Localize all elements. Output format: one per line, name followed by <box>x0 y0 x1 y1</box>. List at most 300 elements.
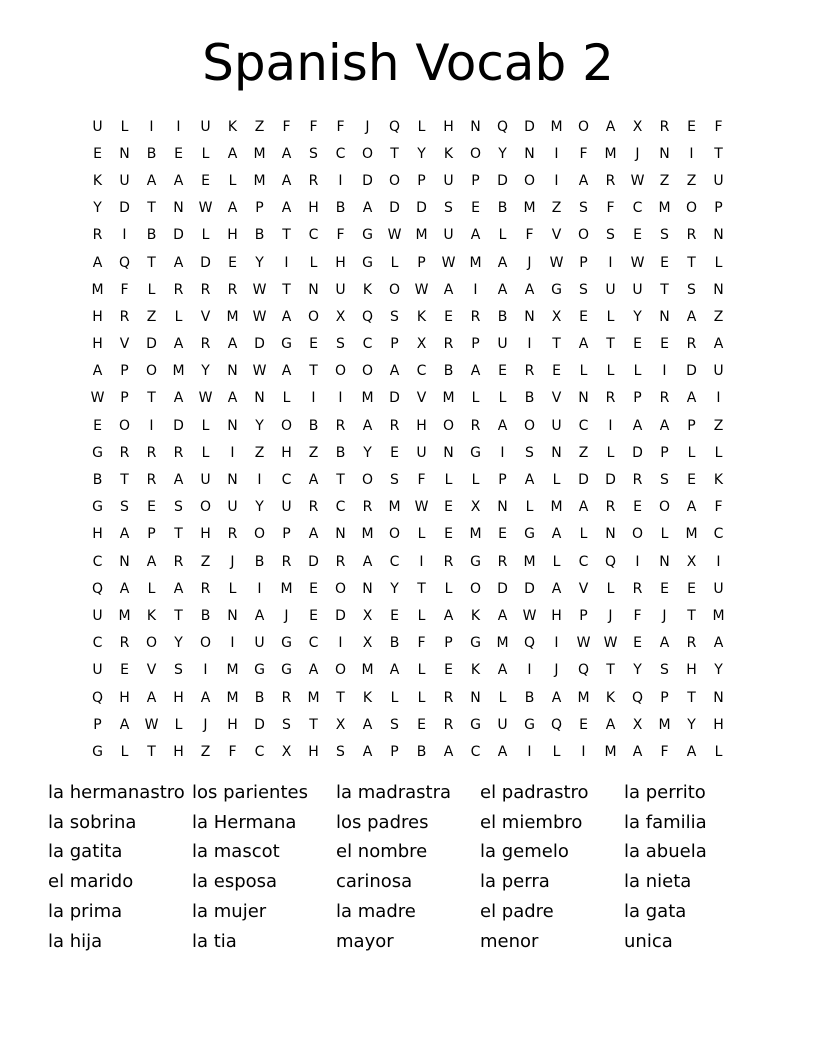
grid-letter: J <box>284 607 289 624</box>
word-list-item: la familia <box>624 811 707 833</box>
grid-letter: E <box>660 580 669 597</box>
grid-letter: U <box>416 444 427 461</box>
grid-letter: O <box>469 580 482 597</box>
grid-letter: M <box>712 607 725 624</box>
grid-letter: H <box>200 526 211 543</box>
grid-letter: D <box>578 472 589 489</box>
grid-letter: U <box>254 635 265 652</box>
grid-letter: A <box>119 716 130 733</box>
grid-letter: B <box>389 635 400 652</box>
grid-letter: I <box>662 363 667 380</box>
grid-letter: A <box>578 499 589 516</box>
grid-letter: R <box>524 363 535 380</box>
grid-letter: T <box>147 743 156 760</box>
grid-letter: F <box>120 281 129 298</box>
grid-letter: P <box>633 390 642 407</box>
grid-letter: A <box>119 526 130 543</box>
grid-letter: A <box>173 390 184 407</box>
grid-letter: O <box>577 227 590 244</box>
grid-letter: E <box>444 526 453 543</box>
grid-letter: E <box>417 716 426 733</box>
grid-letter: A <box>146 689 157 706</box>
grid-letter: X <box>335 716 346 733</box>
grid-letter: X <box>281 743 292 760</box>
grid-letter: L <box>201 444 210 461</box>
grid-letter: L <box>579 363 588 380</box>
grid-letter: O <box>199 635 212 652</box>
grid-letter: S <box>174 662 183 679</box>
grid-letter: G <box>92 743 103 760</box>
grid-letter: T <box>282 227 291 244</box>
grid-letter: K <box>416 308 427 325</box>
grid-letter: U <box>497 716 508 733</box>
grid-letter: P <box>282 526 291 543</box>
grid-letter: M <box>523 200 536 217</box>
grid-letter: O <box>442 417 455 434</box>
grid-letter: X <box>551 308 562 325</box>
grid-letter: E <box>309 336 318 353</box>
grid-letter: R <box>443 553 454 570</box>
grid-row <box>84 113 732 140</box>
grid-letter: V <box>578 580 589 597</box>
grid-letter: I <box>716 390 721 407</box>
grid-letter: W <box>549 254 564 271</box>
grid-letter: B <box>335 444 346 461</box>
grid-letter: A <box>632 743 643 760</box>
grid-letter: A <box>443 607 454 624</box>
grid-letter: R <box>146 444 157 461</box>
grid-letter: H <box>173 689 184 706</box>
grid-letter: A <box>146 553 157 570</box>
grid-letter: J <box>203 716 208 733</box>
grid-letter: R <box>632 580 643 597</box>
grid-row <box>84 684 732 711</box>
grid-letter: M <box>469 526 482 543</box>
grid-letter: C <box>281 472 292 489</box>
grid-letter: L <box>498 390 507 407</box>
grid-letter: G <box>470 553 481 570</box>
grid-letter: S <box>390 472 399 489</box>
grid-letter: D <box>632 444 643 461</box>
grid-letter: Z <box>200 743 211 760</box>
grid-letter: A <box>605 118 616 135</box>
grid-letter: N <box>254 390 265 407</box>
grid-letter: N <box>713 689 724 706</box>
grid-letter: I <box>500 444 505 461</box>
grid-letter: O <box>523 417 536 434</box>
grid-letter: L <box>579 526 588 543</box>
grid-letter: A <box>227 390 238 407</box>
grid-letter: W <box>198 200 213 217</box>
grid-letter: A <box>632 417 643 434</box>
grid-letter: L <box>606 308 615 325</box>
grid-letter: D <box>686 363 697 380</box>
grid-letter: K <box>362 689 373 706</box>
grid-letter: P <box>390 743 399 760</box>
grid-letter: M <box>226 308 239 325</box>
grid-letter: A <box>362 417 373 434</box>
grid-letter: E <box>444 499 453 516</box>
grid-letter: P <box>147 526 156 543</box>
grid-letter: P <box>93 716 102 733</box>
grid-letter: S <box>174 499 183 516</box>
grid-letter: W <box>252 281 267 298</box>
grid-letter: P <box>714 200 723 217</box>
grid-letter: R <box>362 499 373 516</box>
grid-letter: Y <box>255 499 264 516</box>
grid-letter: R <box>659 118 670 135</box>
grid-letter: M <box>226 662 239 679</box>
grid-row <box>84 167 732 194</box>
grid-letter: Y <box>633 662 642 679</box>
grid-letter: O <box>199 499 212 516</box>
grid-letter: L <box>552 472 561 489</box>
grid-letter: R <box>497 553 508 570</box>
grid-letter: A <box>200 689 211 706</box>
grid-letter: L <box>417 526 426 543</box>
grid-row <box>84 657 732 684</box>
grid-letter: L <box>147 580 156 597</box>
grid-letter: A <box>470 363 481 380</box>
grid-letter: S <box>687 281 696 298</box>
grid-row <box>84 249 732 276</box>
grid-letter: C <box>713 526 724 543</box>
grid-letter: L <box>201 417 210 434</box>
grid-letter: A <box>713 336 724 353</box>
grid-letter: R <box>119 444 130 461</box>
grid-letter: A <box>308 662 319 679</box>
grid-letter: A <box>362 716 373 733</box>
grid-letter: Z <box>254 118 265 135</box>
grid-letter: N <box>524 308 535 325</box>
grid-letter: B <box>524 390 535 407</box>
grid-letter: C <box>632 200 643 217</box>
grid-letter: P <box>498 472 507 489</box>
grid-letter: Z <box>200 553 211 570</box>
grid-letter: M <box>226 689 239 706</box>
grid-letter: E <box>174 145 183 162</box>
grid-letter: E <box>660 254 669 271</box>
grid-letter: W <box>144 716 159 733</box>
grid-letter: L <box>174 716 183 733</box>
grid-letter: Y <box>93 200 102 217</box>
grid-letter: G <box>524 526 535 543</box>
grid-letter: A <box>497 254 508 271</box>
word-list-item: la Hermana <box>192 811 297 833</box>
grid-letter: E <box>633 635 642 652</box>
grid-letter: U <box>713 363 724 380</box>
grid-letter: V <box>146 662 157 679</box>
grid-letter: M <box>361 526 374 543</box>
word-list-item: la gemelo <box>480 841 569 863</box>
grid-letter: H <box>686 662 697 679</box>
grid-letter: H <box>92 526 103 543</box>
grid-letter: U <box>551 417 562 434</box>
grid-letter: U <box>335 281 346 298</box>
grid-letter: U <box>713 580 724 597</box>
word-list-item: la prima <box>48 901 123 923</box>
word-list-item: el padrastro <box>480 781 589 803</box>
grid-letter: I <box>257 472 262 489</box>
grid-letter: A <box>686 308 697 325</box>
grid-letter: C <box>470 743 481 760</box>
grid-letter: W <box>252 308 267 325</box>
grid-letter: L <box>228 580 237 597</box>
grid-letter: L <box>606 444 615 461</box>
grid-letter: R <box>443 689 454 706</box>
grid-letter: M <box>523 553 536 570</box>
grid-letter: R <box>686 336 697 353</box>
grid-letter: O <box>118 417 131 434</box>
grid-letter: G <box>551 281 562 298</box>
grid-letter: L <box>201 227 210 244</box>
grid-letter: A <box>659 417 670 434</box>
grid-letter: A <box>713 635 724 652</box>
grid-letter: G <box>281 635 292 652</box>
grid-letter: L <box>444 472 453 489</box>
grid-letter: T <box>390 145 399 162</box>
word-list-item: la hija <box>48 930 103 952</box>
grid-letter: L <box>390 254 399 271</box>
grid-letter: O <box>388 526 401 543</box>
grid-letter: E <box>147 499 156 516</box>
grid-letter: E <box>660 336 669 353</box>
grid-letter: L <box>309 254 318 271</box>
grid-letter: U <box>632 281 643 298</box>
grid-letter: K <box>92 172 103 189</box>
grid-letter: J <box>635 145 640 162</box>
grid-letter: N <box>713 227 724 244</box>
word-list-item: el marido <box>48 871 134 893</box>
grid-letter: F <box>282 118 291 135</box>
grid-letter: A <box>362 553 373 570</box>
grid-letter: T <box>687 607 696 624</box>
grid-letter: M <box>442 390 455 407</box>
grid-letter: N <box>362 580 373 597</box>
grid-letter: R <box>281 689 292 706</box>
word-search-grid <box>84 113 732 766</box>
grid-letter: A <box>686 390 697 407</box>
grid-letter: O <box>685 200 698 217</box>
grid-letter: J <box>554 662 559 679</box>
grid-letter: T <box>147 254 156 271</box>
grid-letter: E <box>687 118 696 135</box>
grid-letter: P <box>660 444 669 461</box>
grid-letter: Z <box>254 444 265 461</box>
grid-letter: T <box>282 281 291 298</box>
grid-letter: T <box>309 716 318 733</box>
grid-letter: D <box>200 254 211 271</box>
grid-letter: A <box>308 526 319 543</box>
grid-letter: O <box>145 635 158 652</box>
grid-letter: K <box>713 472 724 489</box>
grid-letter: N <box>119 553 130 570</box>
grid-letter: D <box>524 580 535 597</box>
grid-letter: R <box>146 472 157 489</box>
grid-letter: L <box>714 444 723 461</box>
grid-letter: C <box>335 499 346 516</box>
word-list-item: la esposa <box>192 871 278 893</box>
grid-letter: W <box>90 390 105 407</box>
grid-letter: E <box>498 363 507 380</box>
grid-letter: F <box>417 635 426 652</box>
grid-letter: I <box>689 145 694 162</box>
grid-letter: R <box>632 472 643 489</box>
grid-letter: Q <box>361 308 374 325</box>
grid-letter: S <box>282 716 291 733</box>
grid-letter: P <box>471 336 480 353</box>
grid-letter: M <box>91 281 104 298</box>
grid-letter: Y <box>633 308 642 325</box>
grid-letter: B <box>92 472 103 489</box>
grid-letter: O <box>280 417 293 434</box>
grid-letter: H <box>713 716 724 733</box>
grid-letter: H <box>335 254 346 271</box>
grid-letter: A <box>524 281 535 298</box>
grid-letter: Z <box>308 444 319 461</box>
grid-letter: I <box>338 390 343 407</box>
grid-letter: A <box>173 472 184 489</box>
word-list-item: la nieta <box>624 871 692 893</box>
grid-letter: Y <box>174 635 183 652</box>
word-list-item: carinosa <box>336 871 413 893</box>
grid-letter: M <box>280 580 293 597</box>
grid-letter: A <box>551 526 562 543</box>
grid-letter: R <box>470 417 481 434</box>
grid-letter: T <box>336 472 345 489</box>
grid-letter: T <box>687 254 696 271</box>
grid-letter: H <box>227 716 238 733</box>
grid-letter: D <box>389 200 400 217</box>
grid-letter: N <box>227 417 238 434</box>
grid-letter: G <box>362 254 373 271</box>
grid-letter: X <box>362 607 373 624</box>
grid-letter: I <box>338 635 343 652</box>
grid-letter: F <box>714 118 723 135</box>
grid-letter: E <box>579 716 588 733</box>
grid-letter: N <box>470 118 481 135</box>
grid-letter: M <box>172 363 185 380</box>
grid-letter: M <box>577 689 590 706</box>
grid-letter: D <box>254 336 265 353</box>
grid-letter: F <box>633 607 642 624</box>
grid-letter: F <box>417 472 426 489</box>
grid-letter: R <box>173 281 184 298</box>
word-list-item: la hermanastro <box>48 781 185 803</box>
grid-letter: I <box>473 281 478 298</box>
grid-letter: D <box>119 200 130 217</box>
grid-letter: O <box>388 172 401 189</box>
word-list-item: la madre <box>336 901 416 923</box>
grid-letter: T <box>147 390 156 407</box>
grid-letter: G <box>524 716 535 733</box>
grid-letter: L <box>552 743 561 760</box>
grid-letter: S <box>120 499 129 516</box>
grid-letter: G <box>470 716 481 733</box>
grid-letter: M <box>604 743 617 760</box>
grid-letter: C <box>578 553 589 570</box>
grid-letter: A <box>497 281 508 298</box>
grid-letter: P <box>120 363 129 380</box>
grid-letter: R <box>119 308 130 325</box>
grid-letter: K <box>443 145 454 162</box>
grid-letter: O <box>307 308 320 325</box>
grid-letter: P <box>471 172 480 189</box>
grid-letter: I <box>554 145 559 162</box>
grid-letter: I <box>176 118 181 135</box>
grid-letter: J <box>662 607 667 624</box>
grid-letter: L <box>174 308 183 325</box>
grid-letter: O <box>334 363 347 380</box>
grid-letter: W <box>252 363 267 380</box>
grid-letter: S <box>660 227 669 244</box>
grid-letter: O <box>631 526 644 543</box>
grid-letter: X <box>470 499 481 516</box>
grid-letter: F <box>525 227 534 244</box>
grid-letter: R <box>470 308 481 325</box>
grid-letter: A <box>497 743 508 760</box>
grid-letter: N <box>551 444 562 461</box>
grid-letter: I <box>554 172 559 189</box>
grid-letter: N <box>524 145 535 162</box>
grid-letter: B <box>443 363 454 380</box>
grid-letter: R <box>308 499 319 516</box>
grid-letter: E <box>201 172 210 189</box>
grid-letter: L <box>687 444 696 461</box>
grid-letter: T <box>606 336 615 353</box>
grid-letter: Q <box>496 118 509 135</box>
grid-letter: G <box>470 444 481 461</box>
grid-letter: M <box>658 200 671 217</box>
grid-letter: A <box>281 363 292 380</box>
grid-letter: P <box>660 689 669 706</box>
word-list-item: los padres <box>336 811 429 833</box>
word-list-item: los parientes <box>192 781 308 803</box>
grid-letter: I <box>203 662 208 679</box>
grid-letter: P <box>255 200 264 217</box>
grid-letter: M <box>361 662 374 679</box>
grid-letter: M <box>253 145 266 162</box>
grid-letter: D <box>524 118 535 135</box>
word-list-item: unica <box>624 930 673 952</box>
grid-row <box>84 358 732 385</box>
grid-letter: N <box>605 526 616 543</box>
grid-letter: P <box>579 254 588 271</box>
grid-letter: A <box>173 172 184 189</box>
grid-letter: F <box>228 743 237 760</box>
grid-letter: M <box>388 499 401 516</box>
grid-letter: I <box>122 227 127 244</box>
grid-letter: L <box>660 526 669 543</box>
grid-letter: U <box>200 472 211 489</box>
grid-letter: H <box>281 444 292 461</box>
grid-letter: L <box>714 254 723 271</box>
grid-letter: L <box>282 390 291 407</box>
grid-letter: U <box>605 281 616 298</box>
grid-letter: C <box>92 635 103 652</box>
grid-letter: U <box>92 607 103 624</box>
grid-letter: K <box>146 607 157 624</box>
grid-row <box>84 439 732 466</box>
grid-letter: A <box>281 145 292 162</box>
grid-letter: U <box>443 227 454 244</box>
grid-row <box>84 140 732 167</box>
grid-letter: E <box>93 145 102 162</box>
grid-letter: R <box>200 580 211 597</box>
grid-letter: T <box>309 363 318 380</box>
grid-letter: X <box>632 716 643 733</box>
grid-letter: D <box>335 607 346 624</box>
